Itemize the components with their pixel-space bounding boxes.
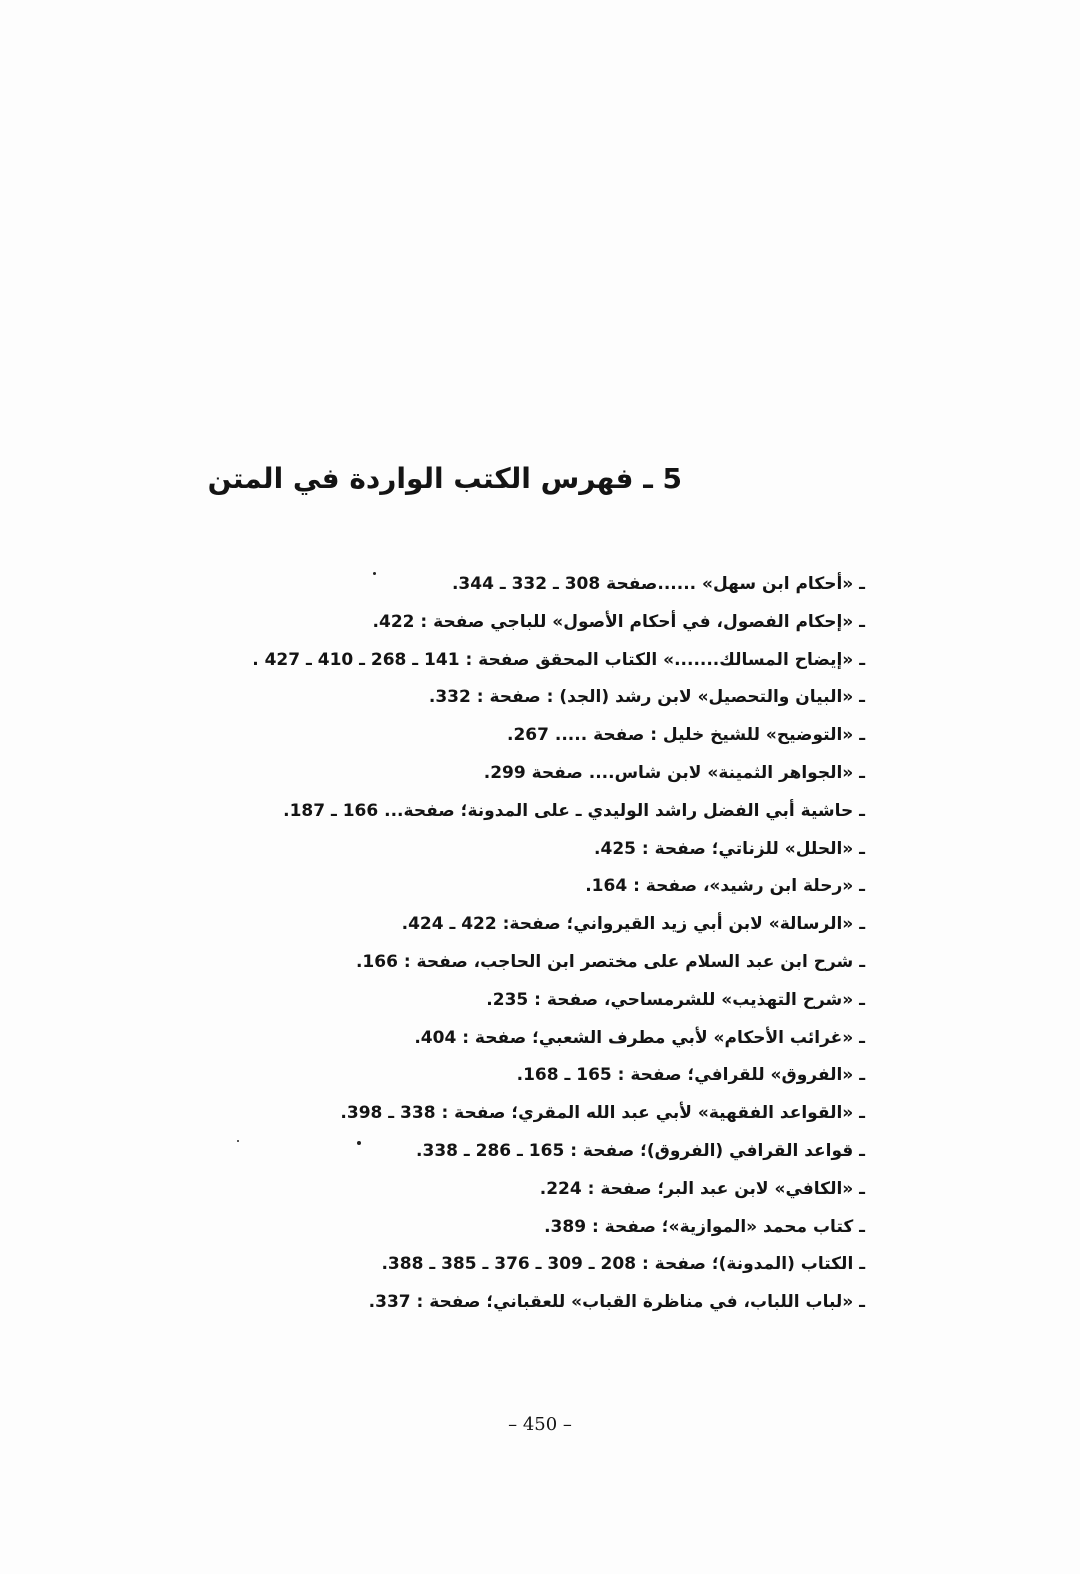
list-item: ـ «التوضيح» للشيخ خليل : صفحة ..... 267. xyxy=(506,725,865,746)
page-number: – 450 – xyxy=(508,1414,572,1435)
list-item: ـ «لباب اللباب، في مناظرة القباب» للعقباني؛ صفحة : 337. xyxy=(368,1292,865,1313)
scan-speck xyxy=(237,1140,239,1142)
scan-speck xyxy=(357,1141,361,1145)
list-item: ـ «القواعد الفقهية» لأبي عبد الله المقري؛ صفحة : 338 ـ 398. xyxy=(340,1103,865,1124)
list-item: ـ قواعد القرافي (الفروق)؛ صفحة : 165 ـ 286 ـ 338. xyxy=(416,1140,865,1161)
list-item: ـ «إيضاح المسالك.......» الكتاب المحقق صفحة : 141 ـ 268 ـ 410 ـ 427 . xyxy=(252,649,865,670)
list-item: ـ شرح ابن عبد السلام على مختصر ابن الحاجب، صفحة : 166. xyxy=(355,951,865,972)
list-item: ـ «البيان والتحصيل» لابن رشد (الجد) : صفحة : 332. xyxy=(428,687,865,708)
list-item: ـ «إحكام الفصول، في أحكام الأصول» للباجي صفحة : 422. xyxy=(372,611,865,632)
list-item: ـ «رحلة ابن رشيد»، صفحة : 164. xyxy=(585,876,865,897)
list-item: ـ الكتاب (المدونة)؛ صفحة : 208 ـ 309 ـ 376 ـ 385 ـ 388. xyxy=(381,1254,865,1275)
list-item: ـ حاشية أبي الفضل راشد الوليدي ـ على المدونة؛ صفحة... 166 ـ 187. xyxy=(283,800,865,821)
list-item: ـ «الحلل» للزناتي؛ صفحة : 425. xyxy=(594,838,865,859)
list-item: ـ «شرح التهذيب» للشرمساحي، صفحة : 235. xyxy=(486,989,865,1010)
list-item: ـ كتاب محمد «الموازية»؛ صفحة : 389. xyxy=(544,1216,865,1237)
list-item: ـ «غرائب الأحكام» لأبي مطرف الشعبي؛ صفحة : 404. xyxy=(414,1027,865,1048)
list-item: ـ «الجواهر الثمينة» لابن شاس.... صفحة 299. xyxy=(483,762,865,783)
list-item: ـ «أحكام ابن سهل» ......صفحة 308 ـ 332 ـ 344. xyxy=(451,574,865,594)
page-title: 5 ـ فهرس الكتب الواردة في المتن xyxy=(207,462,682,495)
list-item: ـ «الرسالة» لابن أبي زيد القيرواني؛ صفحة: 422 ـ 424. xyxy=(401,914,865,935)
scan-speck xyxy=(373,572,376,575)
list-item: ـ «الفروق» للقرافي؛ صفحة : 165 ـ 168. xyxy=(516,1065,865,1086)
book-index-list xyxy=(165,566,865,1322)
list-item: ـ «الكافي» لابن عبد البر؛ صفحة : 224. xyxy=(539,1178,865,1199)
